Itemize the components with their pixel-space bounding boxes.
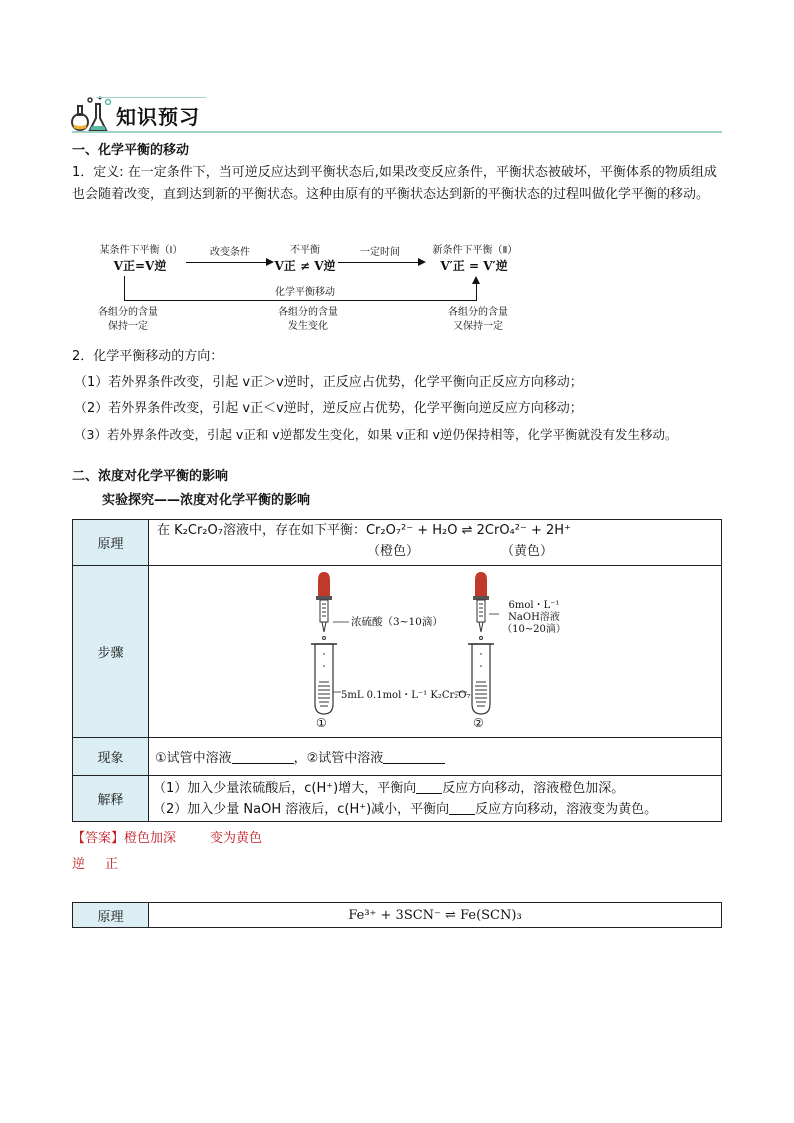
dropper-left [316, 572, 332, 640]
diagram-arrowhead-up [472, 276, 480, 284]
diagram-shift-label: 化学平衡移动 [275, 287, 335, 298]
diagram-state3: 新条件下平衡（Ⅱ） [432, 245, 518, 256]
explanation-2-text-a: （2）加入少量 NaOH 溶液后，c(H⁺)减小，平衡向 [153, 801, 450, 817]
header-icon [70, 94, 114, 134]
explanation-blank-2[interactable] [449, 800, 475, 815]
tube1-reagent-label: 浓硫酸（3~10滴） [351, 616, 443, 628]
orange-color-label: （橙色） [367, 544, 420, 559]
diagram-note3a: 各组分的含量 [448, 307, 508, 318]
direction-heading: 2．化学平衡移动的方向： [72, 349, 224, 364]
answer-label: 【答案】 [72, 831, 125, 846]
diagram-state3-eq: V′正 = V′逆 [440, 259, 508, 273]
diagram-state1-eq: V正=V逆 [113, 259, 167, 273]
table2-label: 原理 [73, 903, 149, 928]
phenomenon-text-2: ，②试管中溶液 [293, 751, 384, 766]
row-label-steps: 步骤 [73, 566, 149, 738]
tube1-number: ① [316, 716, 327, 730]
phenomenon-blank-2[interactable] [383, 749, 445, 764]
yellow-color-label: （黄色） [501, 544, 554, 559]
test-tube-right [468, 644, 494, 714]
answer-line-1 [72, 828, 262, 850]
principle-equation: 在 K₂Cr₂O₇溶液中，存在如下平衡：Cr₂O₇²⁻ + H₂O ⇌ 2CrO₄²⁻ + 2H⁺ [157, 523, 571, 538]
experiment-subheading: 实验探究——浓度对化学平衡的影响 [102, 493, 311, 508]
diagram-change-label: 改变条件 [210, 247, 250, 258]
explanation-line-2 [153, 799, 721, 820]
diagram-time-label: 一定时间 [360, 247, 400, 258]
diagram-note3b: 又保持一定 [453, 321, 503, 332]
row-phenomenon-content [149, 738, 722, 776]
explanation-line-1 [153, 778, 721, 799]
answer-1: 橙色加深 [124, 831, 177, 846]
diagram-bracket-right [476, 282, 477, 301]
explanation-blank-1[interactable] [416, 779, 442, 794]
diagram-state1: 某条件下平衡（Ⅰ） [99, 245, 183, 256]
direction-item-2: （2）若外界条件改变，引起 v正＜v逆时，逆反应占优势，化学平衡向逆反应方向移动； [74, 401, 583, 416]
row-label-phenomenon: 现象 [73, 738, 149, 776]
diagram-bracket-bottom [124, 300, 476, 301]
row-label-explanation: 解释 [73, 776, 149, 822]
tube2-reagent-line1: 6mol・L⁻¹ [508, 600, 560, 611]
answer-line-2 [72, 854, 118, 876]
section2-heading: 二、浓度对化学平衡的影响 [72, 469, 229, 484]
answer-4: 正 [105, 857, 119, 872]
answer-3: 逆 [72, 857, 86, 872]
direction-item-3: （3）若外界条件改变，引起 v正和 v逆都发生变化，如果 v正和 v逆仍保持相等，化学平衡就没有发生移动。 [74, 427, 678, 442]
direction-item-1: （1）若外界条件改变，引起 v正＞v逆时，正反应占优势，化学平衡向正反应方向移动； [74, 375, 583, 390]
explanation-2-text-b: 反应方向移动，溶液变为黄色。 [475, 801, 658, 817]
diagram-state2-eq: V正 ≠ V逆 [274, 259, 336, 273]
experiment-table [72, 519, 722, 822]
diagram-note1a: 各组分的含量 [98, 307, 158, 318]
explanation-1-text-b: 反应方向移动，溶液橙色加深。 [442, 780, 625, 796]
diagram-note1b: 保持一定 [108, 321, 148, 332]
diagram-arrow-1 [186, 262, 266, 263]
tube2-number: ② [473, 716, 484, 730]
tube-solution-label: 5mL 0.1mol・L⁻¹ K₂Cr₂O₇ [341, 690, 471, 701]
tube2-reagent-line3: （10~20滴） [502, 624, 566, 635]
answer-2: 变为黄色 [210, 831, 263, 846]
principle-table-2 [72, 902, 722, 928]
diagram-note2b: 发生变化 [288, 321, 328, 332]
dropper-right [473, 572, 489, 640]
tube2-reagent-label [499, 600, 569, 636]
row-steps-content [149, 566, 722, 738]
section1-heading: 一、化学平衡的移动 [72, 143, 190, 158]
phenomenon-text-1: ①试管中溶液 [155, 751, 232, 766]
tube2-reagent-line2: NaOH溶液 [508, 612, 560, 623]
row-explanation-content [149, 776, 722, 822]
diagram-state2: 不平衡 [290, 245, 320, 256]
header-rule [72, 131, 722, 133]
test-tubes-illustration [149, 566, 723, 738]
diagram-bracket-left [124, 276, 125, 300]
row-principle-content [149, 520, 722, 566]
header-top-rule [96, 97, 206, 98]
phenomenon-blank-1[interactable] [232, 749, 294, 764]
explanation-1-text-a: （1）加入少量浓硫酸后，c(H⁺)增大，平衡向 [153, 780, 417, 796]
table2-equation: Fe³⁺ + 3SCN⁻ ⇌ Fe(SCN)₃ [149, 903, 722, 928]
diagram-note2a: 各组分的含量 [278, 307, 338, 318]
definition-paragraph: 1．定义: 在一定条件下，当可逆反应达到平衡状态后,如果改变反应条件，平衡状态被破坏，平衡体系的物质组成也会随着改变，直到达到新的平衡状态。这种由原有的平衡状态达到新的平衡状态的过程叫做化学平衡的移动。 [72, 165, 717, 202]
section-title: 知识预习 [116, 105, 200, 129]
diagram-arrow-2 [338, 262, 418, 263]
test-tube-left [311, 644, 337, 714]
row-label-principle: 原理 [73, 520, 149, 566]
